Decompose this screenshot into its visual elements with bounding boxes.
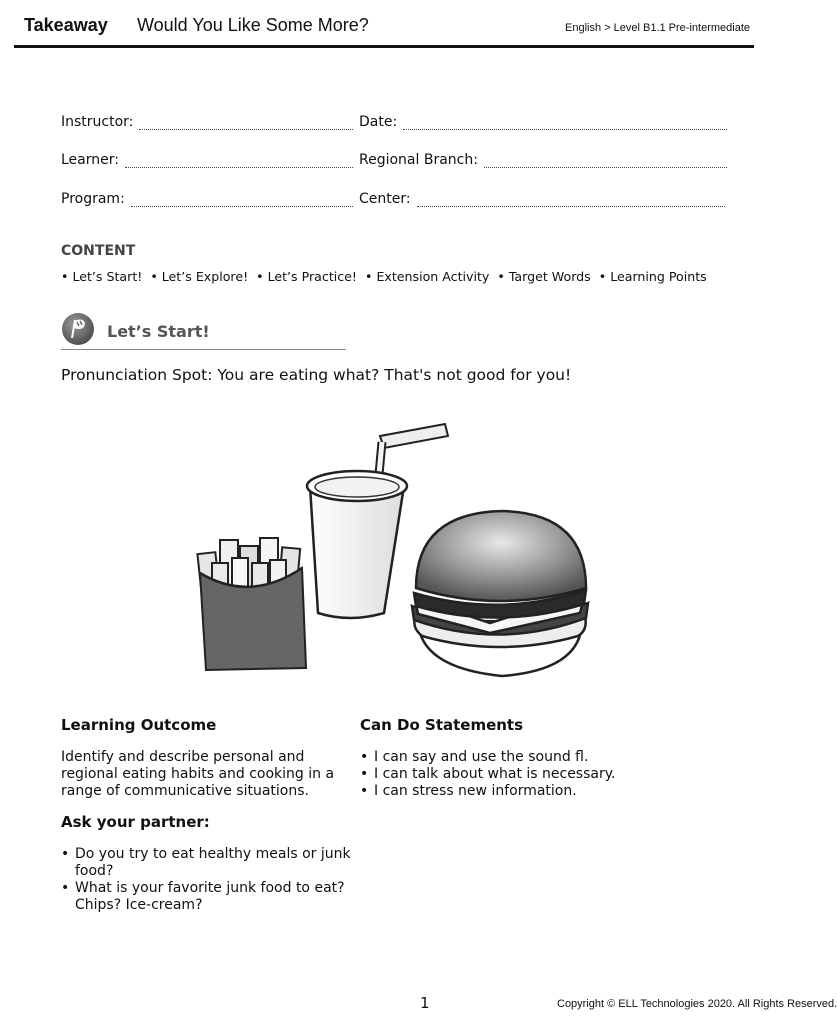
regional-branch-line[interactable] <box>484 167 727 168</box>
learner-field[interactable] <box>61 152 353 168</box>
content-item[interactable]: Learning Points <box>610 269 707 284</box>
content-item[interactable]: Extension Activity <box>376 269 490 284</box>
french-fries-icon <box>197 538 306 670</box>
learner-line[interactable] <box>125 167 353 168</box>
instructor-label: Instructor: <box>61 114 134 130</box>
breadcrumb: English > Level B1.1 Pre-intermediate <box>565 22 750 34</box>
fast-food-illustration <box>190 418 590 686</box>
center-line[interactable] <box>417 206 725 207</box>
lets-start-section-header <box>61 312 346 350</box>
page-header <box>14 0 754 48</box>
learning-outcome-heading: Learning Outcome <box>61 716 217 734</box>
content-list <box>61 269 707 284</box>
list-item: • I can stress new information. <box>360 783 660 800</box>
hamburger-icon <box>412 511 588 676</box>
regional-branch-label: Regional Branch: <box>359 152 478 168</box>
learning-outcome-text: Identify and describe personal and regional eating habits and cooking in a range of communicative situations. <box>61 749 335 799</box>
content-item[interactable]: Let’s Start! <box>72 269 143 284</box>
instructor-line[interactable] <box>139 129 353 130</box>
program-line[interactable] <box>131 206 353 207</box>
list-item: • I can talk about what is necessary. <box>360 766 660 783</box>
content-bullet: • <box>61 269 73 284</box>
program-label: Program: <box>61 191 125 207</box>
content-item[interactable]: Target Words <box>508 269 591 284</box>
copyright: Copyright © ELL Technologies 2020. All Rights Reserved. <box>557 998 837 1010</box>
date-field[interactable] <box>359 114 727 130</box>
date-line[interactable] <box>403 129 727 130</box>
content-item[interactable]: Let’s Practice! <box>267 269 357 284</box>
content-item[interactable]: Let’s Explore! <box>161 269 249 284</box>
list-item: • I can say and use the sound fl. <box>360 749 660 766</box>
content-bullet: • <box>361 269 377 284</box>
flag-icon <box>61 312 95 346</box>
ask-partner-list <box>61 846 361 914</box>
center-field[interactable] <box>359 191 725 207</box>
content-bullet: • <box>493 269 509 284</box>
lets-start-heading: Let’s Start! <box>107 322 210 341</box>
center-label: Center: <box>359 191 411 207</box>
regional-branch-field[interactable] <box>359 152 727 168</box>
content-heading: CONTENT <box>61 243 136 259</box>
learner-label: Learner: <box>61 152 119 168</box>
list-item: • Do you try to eat healthy meals or junk food? <box>61 846 361 880</box>
ask-partner-heading: Ask your partner: <box>61 813 210 831</box>
instructor-field[interactable] <box>61 114 353 130</box>
pronunciation-spot: Pronunciation Spot: You are eating what? That's not good for you! <box>61 366 572 384</box>
list-item: • What is your favorite junk food to eat? Chips? Ice-cream? <box>61 880 361 914</box>
date-label: Date: <box>359 114 398 130</box>
program-field[interactable] <box>61 191 353 207</box>
content-bullet: • <box>252 269 268 284</box>
can-do-heading: Can Do Statements <box>360 716 524 734</box>
content-bullet: • <box>594 269 611 284</box>
header-brand: Takeaway <box>24 15 108 35</box>
content-bullet: • <box>146 269 162 284</box>
can-do-list <box>360 749 660 800</box>
page-number: 1 <box>420 994 430 1012</box>
header-title: Would You Like Some More? <box>137 15 369 35</box>
